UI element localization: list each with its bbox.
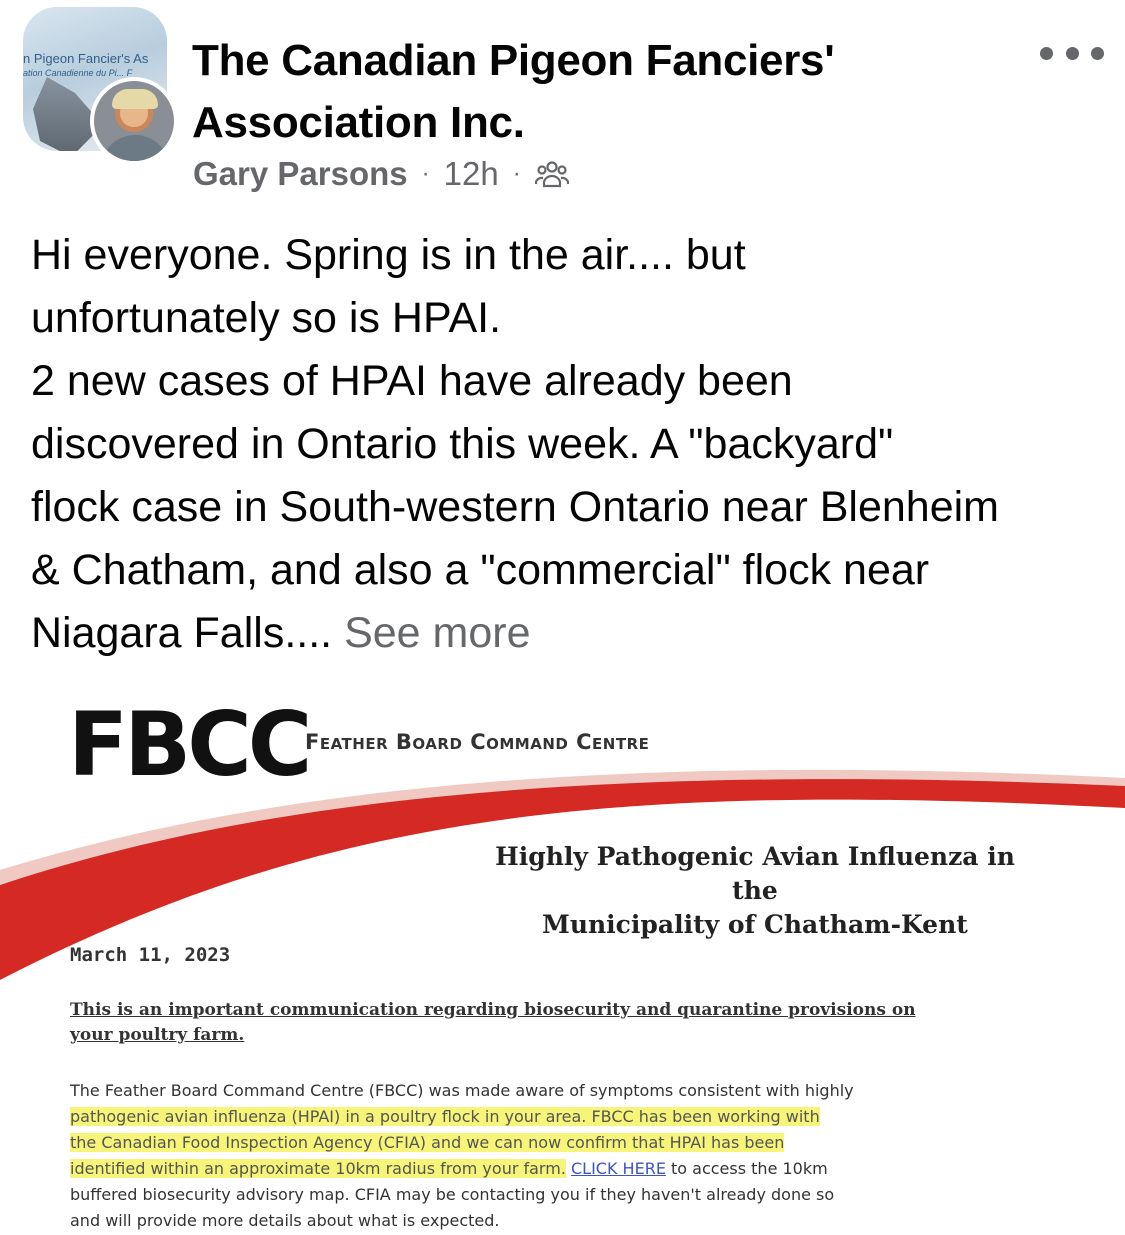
more-dot xyxy=(1091,47,1104,60)
see-more-link[interactable]: See more xyxy=(344,609,531,657)
post-timestamp[interactable]: 12h xyxy=(443,155,499,192)
document-title-line: Municipality of Chatham-Kent xyxy=(542,910,968,939)
group-name-line: Association Inc. xyxy=(192,98,525,147)
meta-separator: · xyxy=(421,160,430,187)
author-avatar[interactable] xyxy=(90,77,178,165)
post-line: discovered in Ontario this week. A "backyard" xyxy=(31,420,894,468)
group-name-line: The Canadian Pigeon Fanciers' xyxy=(192,36,835,85)
more-dot xyxy=(1066,47,1079,60)
document-body-line xyxy=(70,1130,1010,1156)
highlighted-text: the Canadian Food Inspection Agency (CFIA) and we can now confirm that HPAI has been xyxy=(70,1133,785,1152)
post-text xyxy=(31,224,1111,665)
document-body-line: buffered biosecurity advisory map. CFIA may be contacting you if they haven't already done so xyxy=(70,1185,835,1204)
post-line: Hi everyone. Spring is in the air.... but xyxy=(31,231,746,279)
document-body-line: and will provide more details about what is expected. xyxy=(70,1211,500,1230)
document-title-line: Highly Pathogenic Avian Influenza in the xyxy=(495,842,1015,905)
post-line: flock case in South-western Ontario near Blenheim xyxy=(31,483,999,531)
fbcc-subtitle: Feather Board Command Centre xyxy=(305,730,650,754)
fbcc-logo: FBCC xyxy=(68,693,309,796)
document-title xyxy=(470,840,1040,942)
click-here-link[interactable]: CLICK HERE xyxy=(571,1159,666,1178)
group-avatar-banner xyxy=(23,51,167,81)
post-line: 2 new cases of HPAI have already been xyxy=(31,357,793,405)
document-body-line xyxy=(70,1156,1010,1182)
avatar-cap xyxy=(112,89,158,109)
document-lead-line: This is an important communication regarding biosecurity and quarantine provisions on xyxy=(70,1000,916,1020)
more-dot xyxy=(1040,47,1053,60)
author-name[interactable]: Gary Parsons xyxy=(193,155,408,192)
highlighted-text: pathogenic avian influenza (HPAI) in a poultry flock in your area. FBCC has been working with xyxy=(70,1107,820,1126)
group-name[interactable] xyxy=(192,30,952,154)
post-meta xyxy=(193,152,569,196)
post-image[interactable] xyxy=(0,690,1125,1235)
highlighted-text: identified within an approximate 10km radius from your farm. xyxy=(70,1159,566,1178)
post-line: unfortunately so is HPAI. xyxy=(31,294,502,342)
document-date: March 11, 2023 xyxy=(70,944,231,966)
document-body-text: to access the 10km xyxy=(665,1159,828,1178)
post-line: & Chatham, and also a "commercial" flock near xyxy=(31,546,930,594)
document-lead-line: your poultry farm. xyxy=(70,1025,245,1045)
avatar-banner-subtext: ation Canadienne du Pi... F xyxy=(23,68,133,78)
avatar-shirt xyxy=(100,135,170,165)
document-lead xyxy=(70,998,990,1048)
meta-separator: · xyxy=(512,160,521,187)
document-body-line xyxy=(70,1104,1010,1130)
document-body xyxy=(70,1078,1010,1234)
post-line-last xyxy=(31,602,1111,665)
document-body-line: The Feather Board Command Centre (FBCC) was made aware of symptoms consistent with highly xyxy=(70,1081,854,1100)
avatar-banner-text: n Pigeon Fancier's As xyxy=(23,51,149,66)
more-options-icon[interactable] xyxy=(1040,36,1104,70)
group-members-icon[interactable] xyxy=(535,159,569,189)
post-line-text: Niagara Falls.... xyxy=(31,609,345,657)
